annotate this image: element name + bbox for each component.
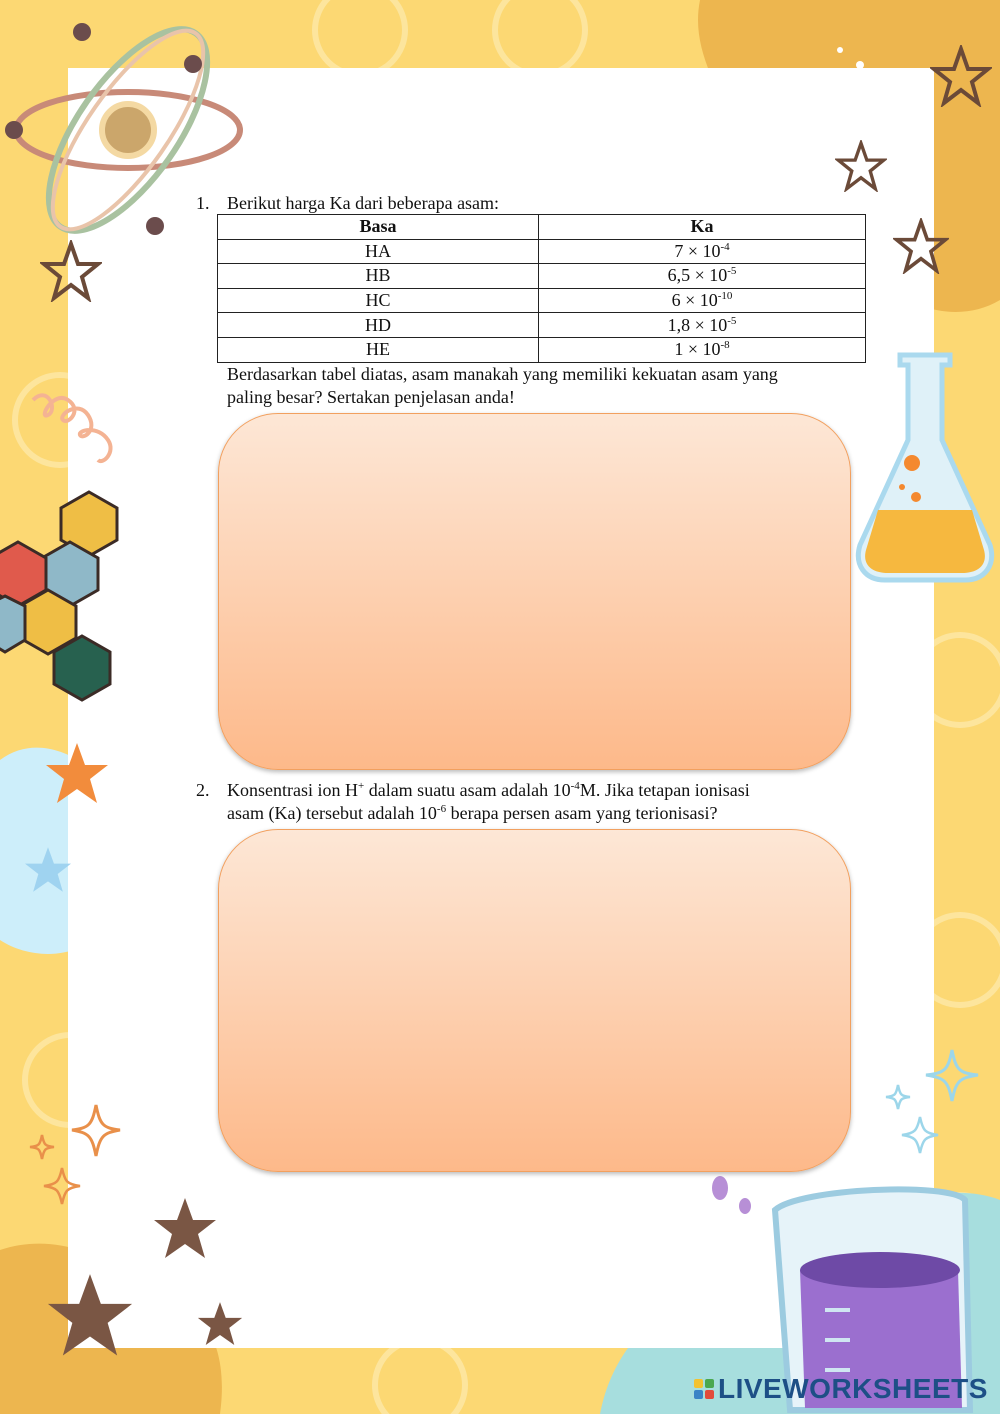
table-row [218,288,866,313]
question-2-line-1: Konsentrasi ion H+ dalam suatu asam adalah $10^{-4}M$. Jika tetapan ionisasi [227,780,750,800]
answer-box-1[interactable] [218,413,851,770]
question-number: 1. [196,193,210,213]
brand-text: LIVEWORKSHEETS [718,1373,988,1404]
spiral-icon [28,380,128,470]
star-icon [893,218,949,274]
sparkle-icon [28,1100,128,1210]
follow-up-line-2: paling besar? Sertakan penjelasan anda! [227,387,515,407]
star-icon [150,1195,220,1265]
acid-name: HC [218,288,539,313]
column-header-ka: Ka [539,215,866,240]
table-row [218,337,866,362]
star-icon [195,1300,245,1350]
column-header-acid: Basa [218,215,539,240]
table-header-row [218,215,866,240]
table-row [218,313,866,338]
table-row [218,239,866,264]
sparkle-icon [880,1045,990,1165]
ka-value: $7 \times 10^{-4}$ [539,239,866,264]
logo-grid-icon [694,1379,714,1399]
star-icon [22,845,74,897]
star-icon [40,1270,140,1365]
answer-box-2[interactable] [218,829,851,1172]
question-2 [196,779,876,827]
acid-name: HD [218,313,539,338]
star-icon [930,45,992,107]
question-2-line-2: asam (Ka) tersebut adalah $10^{-6}$ berapa persen asam yang terionisasi? [227,803,718,823]
ka-value: $6 \times 10^{-10}$ [539,288,866,313]
liveworksheets-logo [694,1375,988,1403]
ka-value: $1,8 \times 10^{-5}$ [539,313,866,338]
acid-name: HB [218,264,539,289]
question-1 [196,192,876,214]
dots-pattern [800,40,930,150]
question-2-text [227,779,750,825]
acid-name: HE [218,337,539,362]
ka-value: $6,5 \times 10^{-5}$ [539,264,866,289]
ka-value: $1 \times 10^{-8}$ [539,337,866,362]
star-icon [40,240,102,302]
question-number: 2. [196,780,210,800]
follow-up-line-1: Berdasarkan tabel diatas, asam manakah yang memiliki kekuatan asam yang [227,364,778,384]
acid-name: HA [218,239,539,264]
question-1-follow-up [227,363,887,411]
question-prompt: Berikut harga Ka dari beberapa asam: [227,193,500,213]
ka-table [217,214,866,363]
hexagon-cluster [0,490,125,705]
table-row [218,264,866,289]
star-icon [42,740,112,810]
